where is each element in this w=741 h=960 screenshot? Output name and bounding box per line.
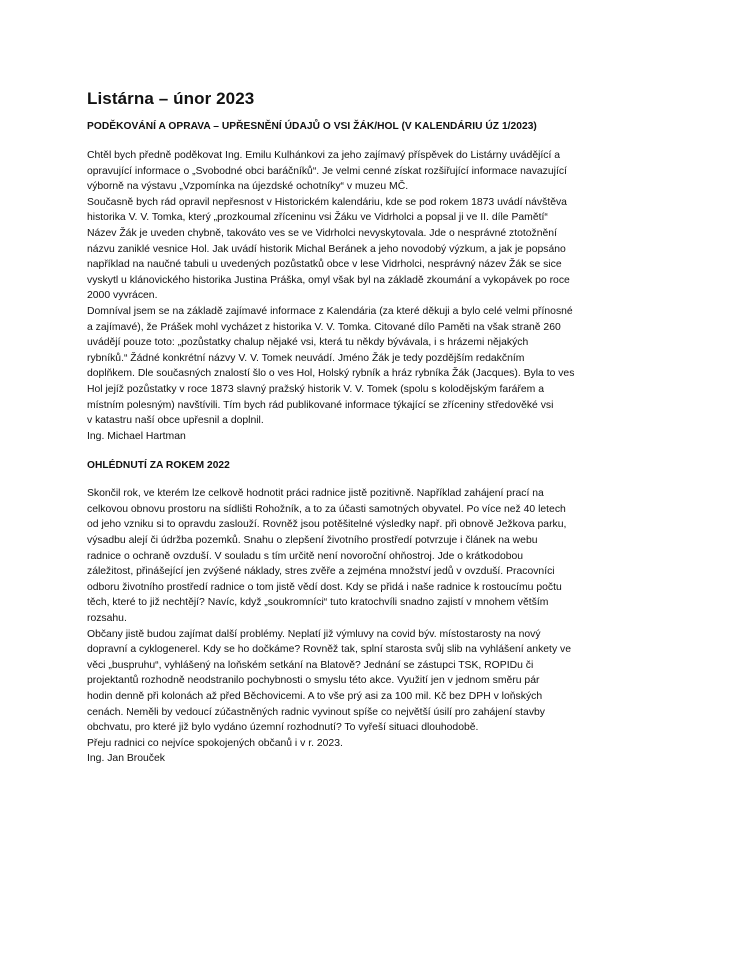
text-line: historika V. V. Tomka, který „prozkoumal zříceninu vsi Žáku ve Vidrholci a popsal ji ve II. díle Pamětí“: [87, 212, 548, 224]
text-line: 2000 vyvrácen.: [87, 290, 158, 302]
text-line: Přeju radnici co nejvíce spokojených občanů i v r. 2023.: [87, 737, 343, 749]
text-line: těch, které to již nechtějí? Navíc, když „soukromníci“ tuto kratochvíli snadno zajistí v mnohem větším: [87, 597, 549, 609]
text-line: Současně bych rád opravil nepřesnost v Historickém kalendáriu, kde se pod rokem 1873 uvádí návštěva: [87, 196, 567, 208]
text-line: rybníků.“ Žádné konkrétní názvy V. V. Tomek neuvádí. Jméno Žák je tedy pozdějším redakčním: [87, 352, 525, 364]
text-line: výborně na výstavu „Vzpomínka na újezdské ochotníky“ v muzeu MČ.: [87, 181, 409, 193]
text-line: v katastru naší obce upřesnil a doplnil.: [87, 415, 264, 427]
text-line: Chtěl bych předně poděkovat Ing. Emilu Kulhánkovi za jeho zajímavý příspěvek do Listárny uvádějící a: [87, 150, 561, 161]
section-thanks-correction: [87, 120, 667, 444]
section-heading: PODĚKOVÁNÍ A OPRAVA – UPŘESNĚNÍ ÚDAJŮ O VSI ŽÁK/HOL (V KALENDÁRIU ÚZ 1/2023): [87, 121, 537, 132]
text-line: celkovou obnovu prostoru na sídlišti Rohožník, a to za účasti samotných obyvatel. Po více než 40 letech: [87, 503, 566, 515]
text-line: odboru životního prostředí radnice o tom jistě vědí dost. Kdy se přidá i naše radnice k rostoucímu počtu: [87, 581, 562, 593]
text-line: rozsahu.: [87, 613, 127, 625]
text-line: radnice o ochraně ovzduší. V souladu s tím určitě není novoroční ohňostroj. Jde o krátkodobou: [87, 550, 524, 562]
text-line: například na naučné tabuli u uvedených pozůstatků obce v lese Vidrholci, nesprávný název Žák se sice: [87, 259, 562, 271]
text-line: místním polesným) navštívili. Tím bych rád publikované informace týkající se zříceniny středověké vsi: [87, 399, 554, 411]
text-line: dopravní a cyklogenerel. Kdy se ho dočkáme? Rovněž tak, splní starosta svůj slib na vyhlášení ankety ve: [87, 644, 572, 656]
section-body: [87, 148, 667, 429]
author-signature: Ing. Jan Brouček: [87, 753, 165, 765]
text-line: cenách. Neměli by vedoucí zúčastněných radnic vyvinout spíše co největší úsilí pro zahájení stavby: [87, 706, 546, 718]
text-line: Hol jejíž pozůstatky v roce 1873 slavný pražský historik V. V. Tomek (spolu s kolodějským farářem a: [87, 383, 544, 395]
text-line: a zajímavé), že Prášek mohl vycházet z historika V. V. Tomka. Citované dílo Paměti na však straně 260: [87, 321, 561, 333]
text-line: názvu zaniklé vesnice Hol. Jak uvádí historik Michal Beránek a jeho novodobý výzkum, a jak je popsáno: [87, 243, 566, 255]
text-line: od jeho vzniku si to opravdu zaslouží. Rovněž jsou potěšitelné výsledky např. při obnově Ježkova parku,: [87, 519, 567, 531]
section-body: [87, 486, 667, 751]
section-heading: OHLÉDNUTÍ ZA ROKEM 2022: [87, 460, 230, 472]
text-line: věci „buspruhu“, vyhlášený na loňském setkání na Blatově? Jednání se zástupci TSK, ROPIDu či: [87, 659, 534, 671]
document-page: [87, 88, 667, 767]
text-line: Občany jistě budou zajímat další problémy. Neplatí již výmluvy na covid býv. místostarosty na nový: [87, 628, 541, 640]
text-line: opravující informace o „Svobodné obci baráčníků“. Je velmi cenné získat rozšiřující informace navazující: [87, 165, 567, 177]
text-line: záležitost, přinášející jen zvýšené náklady, stres zvěře a zejména množství jedů v ovzduší. Pracovníci: [87, 566, 555, 578]
text-line: obchvatu, pro které již bylo vydáno územní rozhodnutí? To vyřeší situaci dlouhodobě.: [87, 722, 479, 734]
text-line: uvádějí pouze toto: „pozůstatky chalup nějaké vsi, která tu někdy bývávala, i s hrázemi nějakých: [87, 337, 529, 349]
text-line: vyskytl u klánovického historika Justina Práška, omyl však byl na základě zkoumání a vykopávek po roce: [87, 274, 570, 286]
text-line: Domníval jsem se na základě zajímavé informace z Kalendária (za které děkuji a bylo celé velmi přínosné: [87, 305, 573, 317]
section-review-2022: [87, 459, 667, 767]
text-line: Název Žák je uveden chybně, takováto ves se ve Vidrholci nevyskytovala. Jde o nesprávné ztotožnění: [87, 227, 557, 239]
author-signature: Ing. Michael Hartman: [87, 430, 186, 442]
text-line: doplňkem. Dle současných znalostí šlo o ves Hol, Holský rybník a hráz rybníka Žák (Jacques). Byla to ves: [87, 368, 575, 380]
text-line: projektantů rozhodně neodstranilo pochybnosti o smyslu této akce. Využití jen v jednom směru pár: [87, 675, 540, 687]
section-spacer: [87, 444, 667, 459]
text-line: výsadbu alejí či údržba pozemků. Snahu o zlepšení životního prostředí potvrzuje i článek na webu: [87, 535, 538, 547]
text-line: Skončil rok, ve kterém lze celkově hodnotit práci radnice jistě pozitivně. Například zahájení prací na: [87, 488, 544, 500]
text-line: hodin denně při kolonách až před Běchovicemi. A to vše prý asi za 100 mil. Kč bez DPH v loňských: [87, 691, 543, 702]
page-title: Listárna – únor 2023: [87, 89, 255, 108]
